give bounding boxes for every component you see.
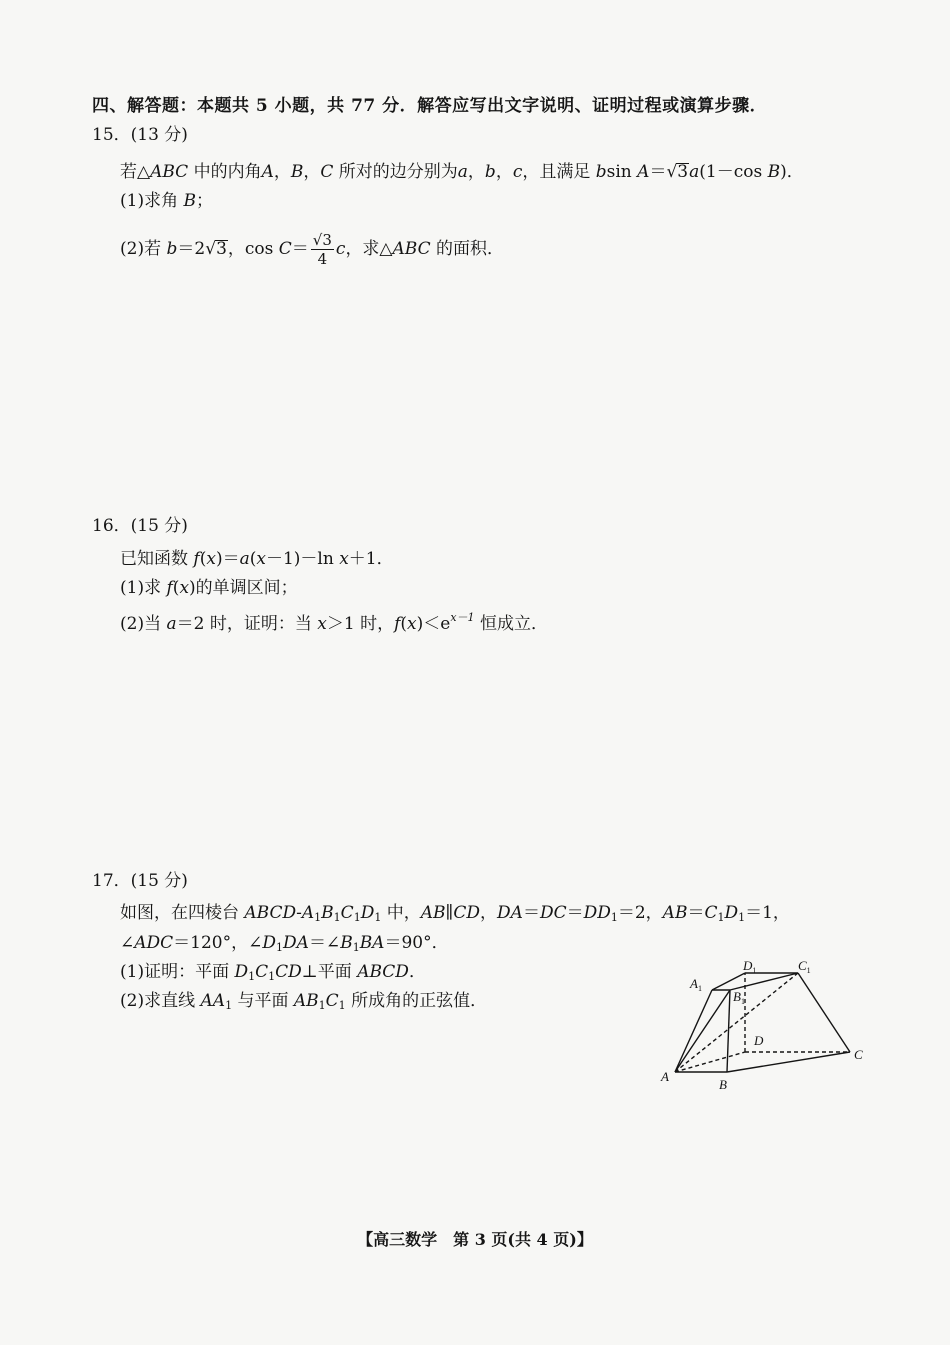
label-A1: $A_1$	[690, 976, 702, 993]
text: ＝	[566, 903, 584, 923]
subscript: 1	[374, 911, 382, 924]
text: A	[631, 162, 650, 182]
q16-part2	[120, 607, 548, 635]
q16-part1	[120, 577, 298, 599]
text: ＝	[522, 903, 540, 923]
text: a	[689, 162, 700, 182]
text: 所成角的正弦值．	[345, 991, 488, 1011]
text: D	[229, 962, 249, 982]
text: A	[301, 903, 315, 923]
subscript: 1	[338, 999, 346, 1012]
text: D	[724, 903, 739, 923]
text: ，求△	[345, 239, 393, 259]
text: ；	[196, 191, 213, 211]
text: (2)当	[120, 614, 162, 634]
text: AB	[662, 903, 688, 923]
text: C	[704, 903, 718, 923]
subscript: 1	[353, 911, 361, 924]
text: x	[333, 549, 349, 569]
text: )的单调区间；	[189, 578, 298, 598]
subscript: 1	[610, 911, 618, 924]
text: ABCD	[351, 962, 409, 982]
text: (	[400, 614, 408, 634]
text: DA	[283, 933, 309, 953]
text: a	[161, 614, 177, 634]
q15-number: 15．(13 分)	[92, 125, 188, 145]
text: (1－cos	[699, 162, 763, 182]
text: b	[161, 239, 178, 259]
text: B	[321, 903, 334, 923]
text: ，	[273, 162, 291, 182]
text: C	[340, 903, 354, 923]
q16-number: 16．(15 分)	[92, 516, 188, 536]
text: b	[595, 162, 607, 182]
text: (1)证明：平面	[120, 962, 230, 982]
text: AB	[420, 903, 446, 923]
q15-stem: 若△ABC 中的内角A，B，C 所对的边分别为a，b，c，且满足 bsin A＝√3a(1－cos B)．	[120, 162, 804, 182]
sqrt-radicand: 3	[216, 239, 227, 259]
edge-CC1	[798, 973, 850, 1052]
text: ，	[467, 162, 485, 182]
text: ，cos	[227, 239, 274, 259]
text: AB	[288, 991, 319, 1011]
text: (2)求直线	[120, 991, 196, 1011]
text: ，	[303, 162, 321, 182]
text: ＞1 时，	[326, 614, 395, 634]
text: DA	[497, 903, 523, 923]
subscript: 1	[314, 911, 322, 924]
subscript: 1	[268, 970, 276, 983]
text: 恒成立．	[474, 614, 548, 634]
edge-BB1	[727, 990, 730, 1072]
text: ABCD	[239, 903, 297, 923]
text: ＝2 时，证明：当	[176, 614, 312, 634]
text: ＝1，	[745, 903, 790, 923]
label-D1: $D_1$	[743, 958, 757, 975]
exponent: x－1	[450, 611, 475, 624]
fraction	[311, 231, 334, 268]
q17-part2	[120, 990, 487, 1017]
text: 所对的边分别为	[333, 162, 458, 182]
subscript: 1	[318, 999, 326, 1012]
text: ＝2，	[617, 903, 663, 923]
text: )＝	[215, 549, 240, 569]
text: A	[261, 162, 274, 182]
q17-part1	[120, 961, 426, 988]
text: sin	[606, 162, 632, 182]
text: x	[206, 549, 216, 569]
text: ADC	[134, 933, 174, 953]
fraction-numerator: √3	[312, 231, 332, 249]
text: ∥	[445, 903, 454, 923]
text: 若△	[120, 162, 151, 182]
text: ＋1．	[348, 549, 394, 569]
text: AA	[195, 991, 226, 1011]
text: D	[262, 933, 277, 953]
edge-AA1	[675, 990, 712, 1072]
text: )＜e	[416, 614, 451, 634]
text: (1)求角	[120, 191, 179, 211]
text: C	[320, 162, 334, 182]
label-B1: $B_1$	[733, 989, 745, 1006]
text: ∠	[120, 933, 135, 953]
text: ．	[408, 962, 426, 982]
page-footer: 【高三数学 第 3 页(共 4 页)】	[357, 1230, 593, 1249]
text: B	[340, 933, 353, 953]
text: (	[172, 578, 180, 598]
fraction-denominator: 4	[317, 250, 328, 268]
text: B	[290, 162, 304, 182]
text: (1)求	[120, 578, 162, 598]
text: C	[273, 239, 292, 259]
text: DD	[583, 903, 611, 923]
text: x	[256, 549, 266, 569]
text: ＝	[687, 903, 705, 923]
text: ，	[495, 162, 513, 182]
edge-BC	[727, 1052, 850, 1072]
text: x	[407, 614, 417, 634]
segment-AB1	[675, 990, 730, 1072]
text: ＝	[291, 239, 309, 259]
text: -	[296, 903, 302, 923]
text: ，	[480, 903, 498, 923]
subscript: 1	[717, 911, 725, 924]
subscript: 1	[352, 941, 360, 954]
text: BA	[359, 933, 385, 953]
text: DC	[539, 903, 567, 923]
q17-line2	[120, 932, 449, 959]
text: c	[335, 239, 346, 259]
section-heading: 四、解答题：本题共 5 小题，共 77 分．解答应写出文字说明、证明过程或演算步骤．	[92, 96, 768, 116]
q15-part1	[120, 190, 213, 212]
q17-number: 17．(15 分)	[92, 871, 188, 891]
text: b	[484, 162, 496, 182]
text: (	[199, 549, 207, 569]
text: CD	[275, 962, 302, 982]
text: D	[360, 903, 375, 923]
text: (	[249, 549, 257, 569]
q17-line1	[120, 902, 790, 929]
q16-stem	[120, 548, 394, 570]
label-B: B	[719, 1077, 727, 1092]
text: B	[762, 162, 781, 182]
text: )．	[780, 162, 804, 182]
text: f	[188, 549, 200, 569]
subscript: 1	[276, 941, 284, 954]
text: B	[178, 191, 196, 211]
label-C: C	[854, 1047, 863, 1062]
text: 如图，在四棱台	[120, 903, 239, 923]
text: ，且满足	[522, 162, 591, 182]
text: ABC	[150, 162, 189, 182]
label-D: D	[754, 1033, 764, 1048]
text: ＝∠	[308, 933, 341, 953]
subscript: 1	[333, 911, 341, 924]
frustum-figure	[650, 955, 880, 1100]
text: a	[457, 162, 468, 182]
text: 的面积．	[430, 239, 505, 259]
text: ＝	[649, 162, 667, 182]
text: f	[161, 578, 173, 598]
label-A: A	[661, 1069, 669, 1084]
text: ＝90°．	[384, 933, 449, 953]
text: ＝120°，∠	[173, 933, 263, 953]
text: x	[179, 578, 190, 598]
subscript: 1	[738, 911, 746, 924]
text: C	[325, 991, 339, 1011]
text: a	[239, 549, 250, 569]
text: CD	[453, 903, 481, 923]
text: C	[255, 962, 269, 982]
text: 中，	[381, 903, 421, 923]
text: ＝2	[177, 239, 206, 259]
subscript: 1	[248, 970, 256, 983]
text: 与平面	[232, 991, 289, 1011]
text: 中的内角	[188, 162, 262, 182]
text: f	[394, 614, 401, 634]
subscript: 1	[225, 999, 233, 1012]
sqrt-radicand: 3	[677, 162, 689, 182]
text: ABC	[392, 239, 431, 259]
text: x	[311, 614, 327, 634]
text: (2)若	[120, 239, 162, 259]
text: －1)－ln	[265, 549, 334, 569]
text: 已知函数	[120, 549, 188, 569]
edge-AD	[675, 1052, 745, 1072]
text: ⊥平面	[301, 962, 352, 982]
label-C1: $C_1$	[798, 958, 811, 975]
q15-part2: (2)若 b＝2√3，cos C＝ $\frac{√3}{4}$ c，求△ABC 的面积．	[120, 231, 505, 268]
text: c	[512, 162, 523, 182]
